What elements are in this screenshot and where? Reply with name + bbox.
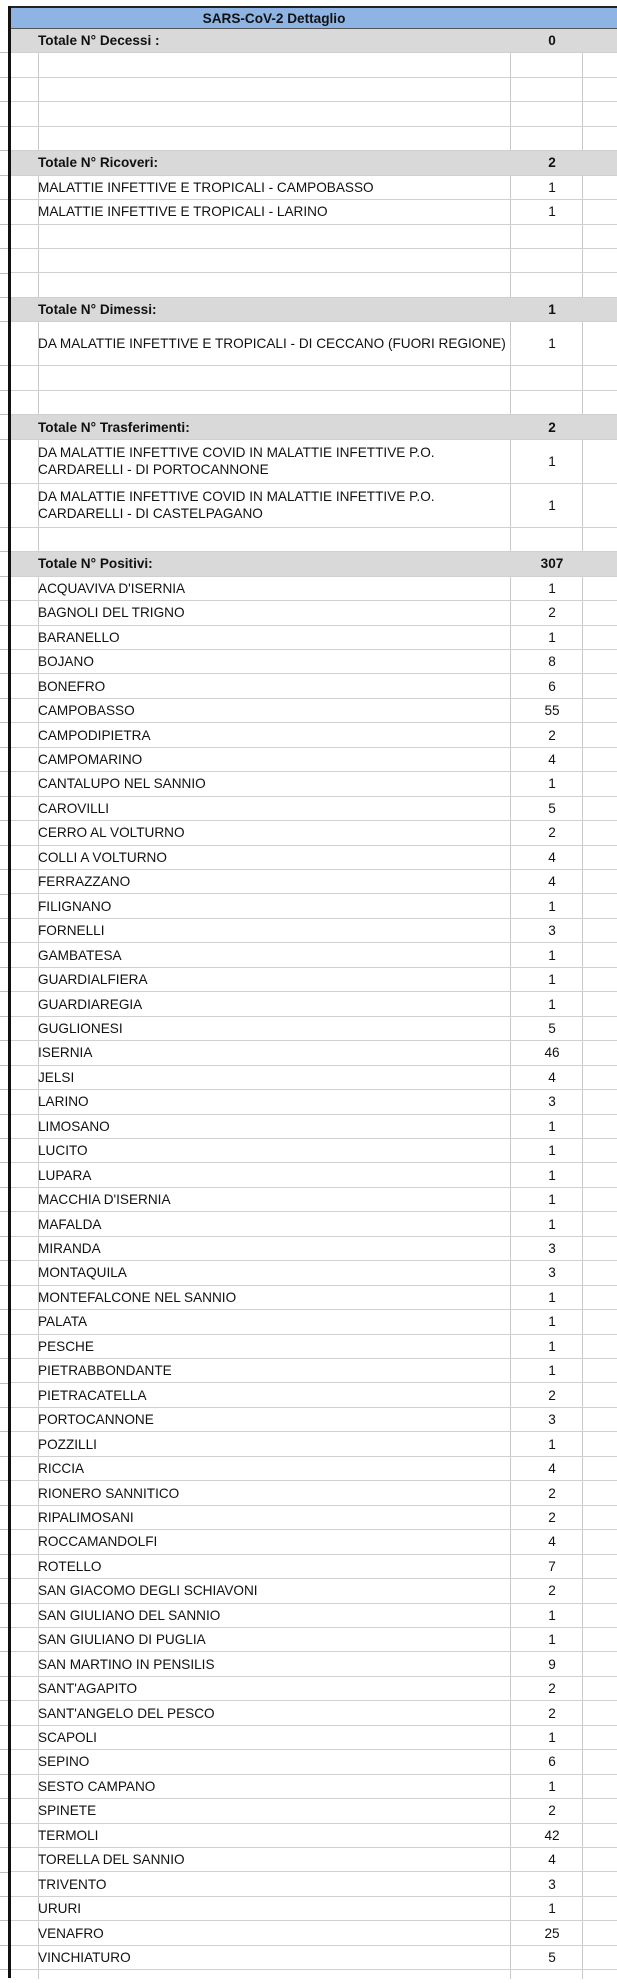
row-tick (0, 1285, 8, 1286)
row-value: 1 (548, 1436, 556, 1452)
empty-row (11, 225, 617, 249)
row-tick (0, 894, 8, 895)
table-row (11, 1139, 617, 1163)
row-label: BAGNOLI DEL TRIGNO (38, 605, 185, 621)
table-row (11, 1677, 617, 1701)
empty-row (11, 78, 617, 102)
row-tick (0, 1138, 8, 1139)
row-value: 3 (548, 1094, 556, 1110)
row-value: 1 (548, 1607, 556, 1623)
row-label: TORELLA DEL SANNIO (38, 1852, 185, 1868)
row-tick (0, 390, 8, 391)
row-label: RIONERO SANNITICO (38, 1485, 180, 1501)
table-row (11, 943, 617, 967)
row-tick (0, 248, 8, 249)
row-label: BOJANO (38, 654, 94, 670)
row-tick (0, 918, 8, 919)
row-tick (0, 771, 8, 772)
row-tick (0, 1969, 8, 1970)
row-tick (0, 1823, 8, 1824)
row-value: 1 (548, 947, 556, 963)
row-value: 55 (544, 703, 560, 719)
table-row (11, 870, 617, 894)
row-value: 25 (544, 1925, 560, 1941)
table-row (11, 1555, 617, 1579)
row-tick (0, 747, 8, 748)
section-label: Totale N° Positivi: (38, 556, 153, 572)
table-row (11, 1066, 617, 1090)
row-value: 1 (548, 1338, 556, 1354)
section-total: 307 (540, 556, 564, 572)
table-row (11, 176, 617, 200)
table-row (11, 1530, 617, 1554)
row-tick (0, 1603, 8, 1604)
row-tick (0, 967, 8, 968)
row-label: CAMPOMARINO (38, 752, 143, 768)
row-value: 1 (548, 1363, 556, 1379)
row-value: 1 (548, 1778, 556, 1794)
row-tick (0, 52, 8, 53)
row-value: 1 (548, 972, 556, 988)
row-value: 2 (548, 727, 556, 743)
row-tick (0, 1505, 8, 1506)
table-row (11, 1384, 617, 1408)
row-label: CAROVILLI (38, 800, 110, 816)
empty-row (11, 366, 617, 390)
table-row (11, 1604, 617, 1628)
row-tick (0, 175, 8, 176)
row-tick (0, 942, 8, 943)
table-row (11, 1921, 617, 1945)
row-label: CAMPOBASSO (38, 703, 135, 719)
row-value: 1 (548, 204, 556, 220)
row-value: 1 (548, 1901, 556, 1917)
row-value: 1 (548, 1167, 556, 1183)
row-tick (0, 845, 8, 846)
row-tick (0, 1040, 8, 1041)
table-row (11, 772, 617, 796)
row-label: SAN GIACOMO DEGLI SCHIAVONI (38, 1583, 258, 1599)
row-tick (0, 1089, 8, 1090)
row-value: 1 (548, 629, 556, 645)
row-label: VENAFRO (38, 1925, 104, 1941)
section-header-row (11, 298, 617, 322)
row-value: 2 (548, 1803, 556, 1819)
row-value: 2 (548, 1485, 556, 1501)
table-row (11, 601, 617, 625)
row-label: DA MALATTIE INFETTIVE E TROPICALI - DI CECCANO (FUORI REGIONE) (38, 336, 506, 352)
table-row (11, 1873, 617, 1897)
row-value: 1 (548, 1192, 556, 1208)
row-tick (0, 414, 8, 415)
section-header-row (11, 29, 617, 53)
row-tick (0, 991, 8, 992)
row-tick (0, 1431, 8, 1432)
row-tick (0, 649, 8, 650)
row-label: GAMBATESA (38, 947, 122, 963)
table-row (11, 968, 617, 992)
empty-row (11, 102, 617, 126)
row-tick (0, 1407, 8, 1408)
row-label: GUARDIAREGIA (38, 996, 143, 1012)
row-value: 5 (548, 800, 556, 816)
row-label: ROTELLO (38, 1558, 102, 1574)
row-tick (0, 1236, 8, 1237)
table-row (11, 440, 617, 484)
row-value: 2 (548, 1387, 556, 1403)
row-label: RICCIA (38, 1461, 85, 1477)
table-row (11, 797, 617, 821)
row-value: 2 (548, 1509, 556, 1525)
row-tick (0, 1578, 8, 1579)
row-tick (0, 1725, 8, 1726)
table-row (11, 1359, 617, 1383)
table-row (11, 1579, 617, 1603)
row-label: LIMOSANO (38, 1118, 110, 1134)
row-label: SANT'AGAPITO (38, 1681, 138, 1697)
table-row (11, 919, 617, 943)
row-tick (0, 1651, 8, 1652)
row-label: SANT'ANGELO DEL PESCO (38, 1705, 215, 1721)
row-tick (0, 1114, 8, 1115)
row-label: DA MALATTIE INFETTIVE COVID IN MALATTIE INFETTIVE P.O. CARDARELLI - DI PORTOCANNONE (38, 445, 435, 478)
row-label: CERRO AL VOLTURNO (38, 825, 185, 841)
table-row (11, 992, 617, 1016)
row-tick (0, 1358, 8, 1359)
row-tick (0, 1187, 8, 1188)
row-label: COLLI A VOLTURNO (38, 849, 167, 865)
row-value: 1 (548, 336, 556, 352)
row-label: BARANELLO (38, 629, 120, 645)
row-label: PORTOCANNONE (38, 1412, 154, 1428)
row-value: 3 (548, 923, 556, 939)
row-tick (0, 101, 8, 102)
row-tick (0, 1162, 8, 1163)
row-tick (0, 796, 8, 797)
row-label: SESTO CAMPANO (38, 1778, 156, 1794)
row-tick (0, 321, 8, 322)
table-row (11, 1848, 617, 1872)
table-row (11, 1261, 617, 1285)
table-row (11, 1481, 617, 1505)
row-label: SAN GIULIANO DEL SANNIO (38, 1607, 221, 1623)
table-row (11, 1041, 617, 1065)
row-tick (0, 1065, 8, 1066)
row-tick (0, 1920, 8, 1921)
row-label: FILIGNANO (38, 898, 112, 914)
table-row (11, 846, 617, 870)
empty-row (11, 391, 617, 415)
row-tick (0, 1309, 8, 1310)
row-tick (0, 199, 8, 200)
row-value: 1 (548, 1216, 556, 1232)
row-value: 1 (548, 1730, 556, 1746)
row-value: 8 (548, 654, 556, 670)
row-tick (0, 1700, 8, 1701)
row-tick (0, 1211, 8, 1212)
row-value: 1 (548, 453, 556, 469)
table-row (11, 1946, 617, 1970)
row-label: CAMPODIPIETRA (38, 727, 151, 743)
row-value: 1 (548, 996, 556, 1012)
row-value: 2 (548, 1583, 556, 1599)
row-tick (0, 1896, 8, 1897)
row-label: SAN GIULIANO DI PUGLIA (38, 1632, 206, 1648)
table-row (11, 1799, 617, 1823)
row-label: FORNELLI (38, 923, 105, 939)
row-label: BONEFRO (38, 678, 106, 694)
row-label: POZZILLI (38, 1436, 97, 1452)
row-tick (0, 297, 8, 298)
row-value: 2 (548, 1705, 556, 1721)
row-label: PALATA (38, 1314, 88, 1330)
row-value: 5 (548, 1020, 556, 1036)
row-label: SPINETE (38, 1803, 97, 1819)
table-row (11, 895, 617, 919)
row-label: GUGLIONESI (38, 1020, 123, 1036)
row-value: 1 (548, 1314, 556, 1330)
row-tick (0, 150, 8, 151)
row-tick (0, 1016, 8, 1017)
table-row (11, 1897, 617, 1921)
row-label: ROCCAMANDOLFI (38, 1534, 158, 1550)
row-tick (0, 722, 8, 723)
row-tick (0, 625, 8, 626)
row-label: MONTAQUILA (38, 1265, 127, 1281)
row-tick (0, 273, 8, 274)
table-row (11, 674, 617, 698)
row-value: 3 (548, 1265, 556, 1281)
table-row (11, 1090, 617, 1114)
row-tick (0, 1554, 8, 1555)
row-label: TERMOLI (38, 1827, 99, 1843)
row-value: 7 (548, 1558, 556, 1574)
section-label: Totale N° Trasferimenti: (38, 419, 190, 435)
row-label: PIETRABBONDANTE (38, 1363, 172, 1379)
table-row (11, 1310, 617, 1334)
row-value: 1 (548, 1143, 556, 1159)
row-tick (0, 1676, 8, 1677)
section-total: 2 (548, 419, 556, 435)
table-row (11, 821, 617, 845)
section-label: Totale N° Decessi : (38, 33, 160, 49)
row-label: MONTEFALCONE NEL SANNIO (38, 1289, 237, 1305)
section-header-row (11, 151, 617, 175)
row-value: 1 (548, 1118, 556, 1134)
row-value: 1 (548, 898, 556, 914)
row-tick (0, 365, 8, 366)
row-label: JELSI (38, 1069, 75, 1085)
row-value: 1 (548, 776, 556, 792)
table-row (11, 748, 617, 772)
table-row (11, 1408, 617, 1432)
row-value: 2 (548, 1681, 556, 1697)
row-tick (0, 1456, 8, 1457)
table-row (11, 1286, 617, 1310)
row-tick (0, 1847, 8, 1848)
table-row (11, 484, 617, 528)
row-tick (0, 77, 8, 78)
row-label: SEPINO (38, 1754, 90, 1770)
row-label: PIETRACATELLA (38, 1387, 147, 1403)
table-row (11, 1335, 617, 1359)
table-row (11, 1188, 617, 1212)
table-row (11, 1824, 617, 1848)
row-tick (0, 1749, 8, 1750)
sheet-title (11, 6, 617, 29)
row-label: MIRANDA (38, 1241, 101, 1257)
row-value: 2 (548, 825, 556, 841)
section-total: 0 (548, 33, 556, 49)
row-tick (0, 1945, 8, 1946)
row-label: MACCHIA D'ISERNIA (38, 1192, 171, 1208)
row-value: 42 (544, 1827, 560, 1843)
table-row (11, 1628, 617, 1652)
row-tick (0, 1260, 8, 1261)
row-tick (0, 1774, 8, 1775)
table-row (11, 1432, 617, 1456)
row-value: 3 (548, 1412, 556, 1428)
row-tick (0, 1334, 8, 1335)
row-label: ISERNIA (38, 1045, 93, 1061)
table-row (11, 1457, 617, 1481)
row-tick (0, 1872, 8, 1873)
row-value: 4 (548, 1461, 556, 1477)
row-label: SCAPOLI (38, 1730, 97, 1746)
row-tick (0, 439, 8, 440)
empty-row (11, 249, 617, 273)
row-value: 46 (544, 1045, 560, 1061)
row-tick (0, 1529, 8, 1530)
row-tick (0, 483, 8, 484)
empty-row (11, 528, 617, 552)
row-value: 3 (548, 1876, 556, 1892)
empty-row (11, 53, 617, 77)
sheet-title-text: SARS-CoV-2 Dettaglio (202, 10, 346, 26)
section-header-row (11, 415, 617, 439)
section-label: Totale N° Ricoveri: (38, 155, 159, 171)
row-tick (0, 126, 8, 127)
table-row (11, 1726, 617, 1750)
row-tick (0, 698, 8, 699)
row-value: 2 (548, 605, 556, 621)
row-tick (0, 224, 8, 225)
row-tick (0, 673, 8, 674)
table-row (11, 1652, 617, 1676)
row-value: 1 (548, 1632, 556, 1648)
row-label: PESCHE (38, 1338, 94, 1354)
table-row (11, 1775, 617, 1799)
table-row (11, 723, 617, 747)
row-value: 9 (548, 1656, 556, 1672)
row-tick (0, 527, 8, 528)
table-row (11, 1163, 617, 1187)
table-row (11, 1750, 617, 1774)
table-row (11, 1115, 617, 1139)
table-row (11, 322, 617, 366)
row-label: MALATTIE INFETTIVE E TROPICALI - LARINO (38, 204, 328, 220)
row-label: CANTALUPO NEL SANNIO (38, 776, 206, 792)
row-tick (0, 600, 8, 601)
row-tick (0, 1480, 8, 1481)
row-tick (0, 1383, 8, 1384)
row-label: MAFALDA (38, 1216, 102, 1232)
section-header-row (11, 552, 617, 576)
row-label: URURI (38, 1901, 82, 1917)
row-value: 4 (548, 1852, 556, 1868)
row-value: 4 (548, 752, 556, 768)
row-label: LUCITO (38, 1143, 88, 1159)
row-tick (0, 551, 8, 552)
row-value: 4 (548, 849, 556, 865)
table-row (11, 1701, 617, 1725)
row-label: LUPARA (38, 1167, 92, 1183)
row-tick (0, 820, 8, 821)
row-value: 4 (548, 1534, 556, 1550)
row-label: VINCHIATURO (38, 1950, 131, 1966)
row-tick (0, 869, 8, 870)
table-row (11, 1237, 617, 1261)
table-row (11, 699, 617, 723)
row-label: MALATTIE INFETTIVE E TROPICALI - CAMPOBASSO (38, 179, 374, 195)
row-label: GUARDIALFIERA (38, 972, 148, 988)
row-value: 5 (548, 1950, 556, 1966)
row-value: 1 (548, 497, 556, 513)
row-value: 1 (548, 1289, 556, 1305)
row-value: 1 (548, 580, 556, 596)
row-value: 3 (548, 1241, 556, 1257)
empty-row (11, 274, 617, 298)
row-tick (0, 1627, 8, 1628)
section-total: 1 (548, 302, 556, 318)
row-label: SAN MARTINO IN PENSILIS (38, 1656, 215, 1672)
table-row (11, 650, 617, 674)
row-label: TRIVENTO (38, 1876, 107, 1892)
row-value: 6 (548, 1754, 556, 1770)
row-value: 1 (548, 179, 556, 195)
row-tick (0, 1798, 8, 1799)
section-total: 2 (548, 155, 556, 171)
row-value: 6 (548, 678, 556, 694)
table-row (11, 626, 617, 650)
row-tick (0, 576, 8, 577)
row-value: 4 (548, 1069, 556, 1085)
row-value: 4 (548, 874, 556, 890)
table-row (11, 200, 617, 224)
table-row (11, 1506, 617, 1530)
row-label: DA MALATTIE INFETTIVE COVID IN MALATTIE INFETTIVE P.O. CARDARELLI - DI CASTELPAGANO (38, 489, 435, 522)
empty-row (11, 127, 617, 151)
table-row (11, 1017, 617, 1041)
row-label: ACQUAVIVA D'ISERNIA (38, 580, 186, 596)
table-row (11, 1212, 617, 1236)
section-label: Totale N° Dimessi: (38, 302, 157, 318)
row-label: LARINO (38, 1094, 89, 1110)
row-label: RIPALIMOSANI (38, 1509, 134, 1525)
table-row (11, 577, 617, 601)
row-label: FERRAZZANO (38, 874, 131, 890)
